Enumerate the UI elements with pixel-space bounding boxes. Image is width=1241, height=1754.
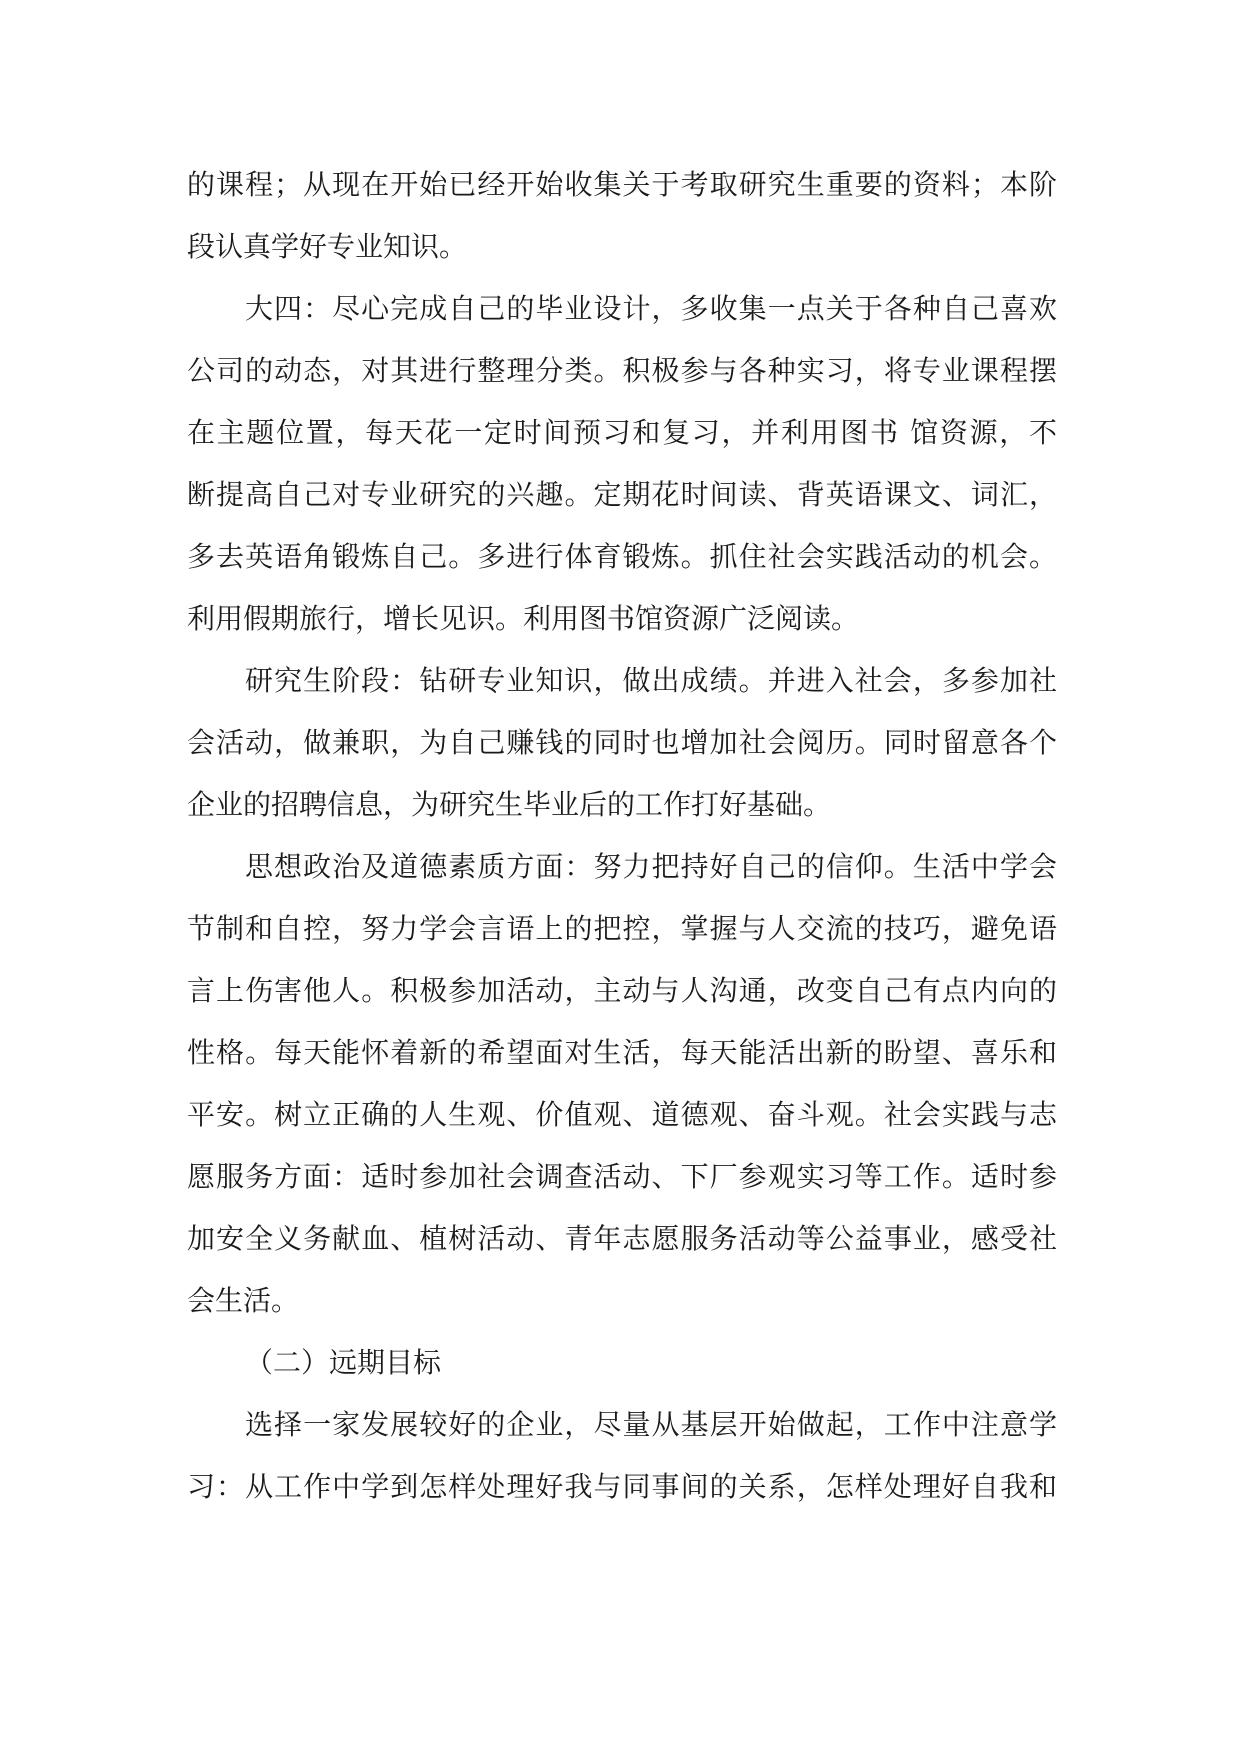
text-line: 选择一家发展较好的企业，尽量从基层开始做起，工作中注意学 xyxy=(245,1408,1057,1441)
text-line: 平安。树立正确的人生观、价值观、道德观、奋斗观。社会实践与志 xyxy=(187,1098,1057,1131)
text-line: 段认真学好专业知识。 xyxy=(187,230,468,263)
text-line: 利用假期旅行，增长见识。利用图书馆资源广泛阅读。 xyxy=(187,602,860,635)
text-line: 言上伤害他人。积极参加活动，主动与人沟通，改变自己有点内向的 xyxy=(187,974,1057,1007)
text-line: 公司的动态，对其进行整理分类。积极参与各种实习，将专业课程摆 xyxy=(187,354,1057,387)
text-line: 性格。每天能怀着新的希望面对生活，每天能活出新的盼望、喜乐和 xyxy=(187,1036,1057,1069)
text-line: 会生活。 xyxy=(187,1284,300,1317)
text-line: 大四：尽心完成自己的毕业设计，多收集一点关于各种自己喜欢 xyxy=(245,292,1057,325)
text-line: 思想政治及道德素质方面：努力把持好自己的信仰。生活中学会 xyxy=(245,850,1057,883)
text-line: 节制和自控，努力学会言语上的把控，掌握与人交流的技巧，避免语 xyxy=(187,912,1057,945)
text-line: 研究生阶段：钻研专业知识，做出成绩。并进入社会，多参加社 xyxy=(245,664,1057,697)
document-body xyxy=(187,154,1057,1518)
text-line: 愿服务方面：适时参加社会调查活动、下厂参观实习等工作。适时参 xyxy=(187,1160,1057,1193)
text-line: 的课程；从现在开始已经开始收集关于考取研究生重要的资料；本阶 xyxy=(187,168,1057,201)
text-line: 加安全义务献血、植树活动、青年志愿服务活动等公益事业，感受社 xyxy=(187,1222,1057,1255)
text-line: 企业的招聘信息，为研究生毕业后的工作打好基础。 xyxy=(187,788,832,821)
text-line: 会活动，做兼职，为自己赚钱的同时也增加社会阅历。同时留意各个 xyxy=(187,726,1057,759)
text-line: 习：从工作中学到怎样处理好我与同事间的关系，怎样处理好自我和 xyxy=(187,1470,1057,1503)
text-line: 断提高自己对专业研究的兴趣。定期花时间读、背英语课文、词汇， xyxy=(187,478,1057,511)
text-line: 多去英语角锻炼自己。多进行体育锻炼。抓住社会实践活动的机会。 xyxy=(187,540,1057,573)
text-line: 在主题位置，每天花一定时间预习和复习，并利用图书 馆资源，不 xyxy=(187,416,1057,449)
section-heading: （二）远期目标 xyxy=(245,1346,442,1379)
